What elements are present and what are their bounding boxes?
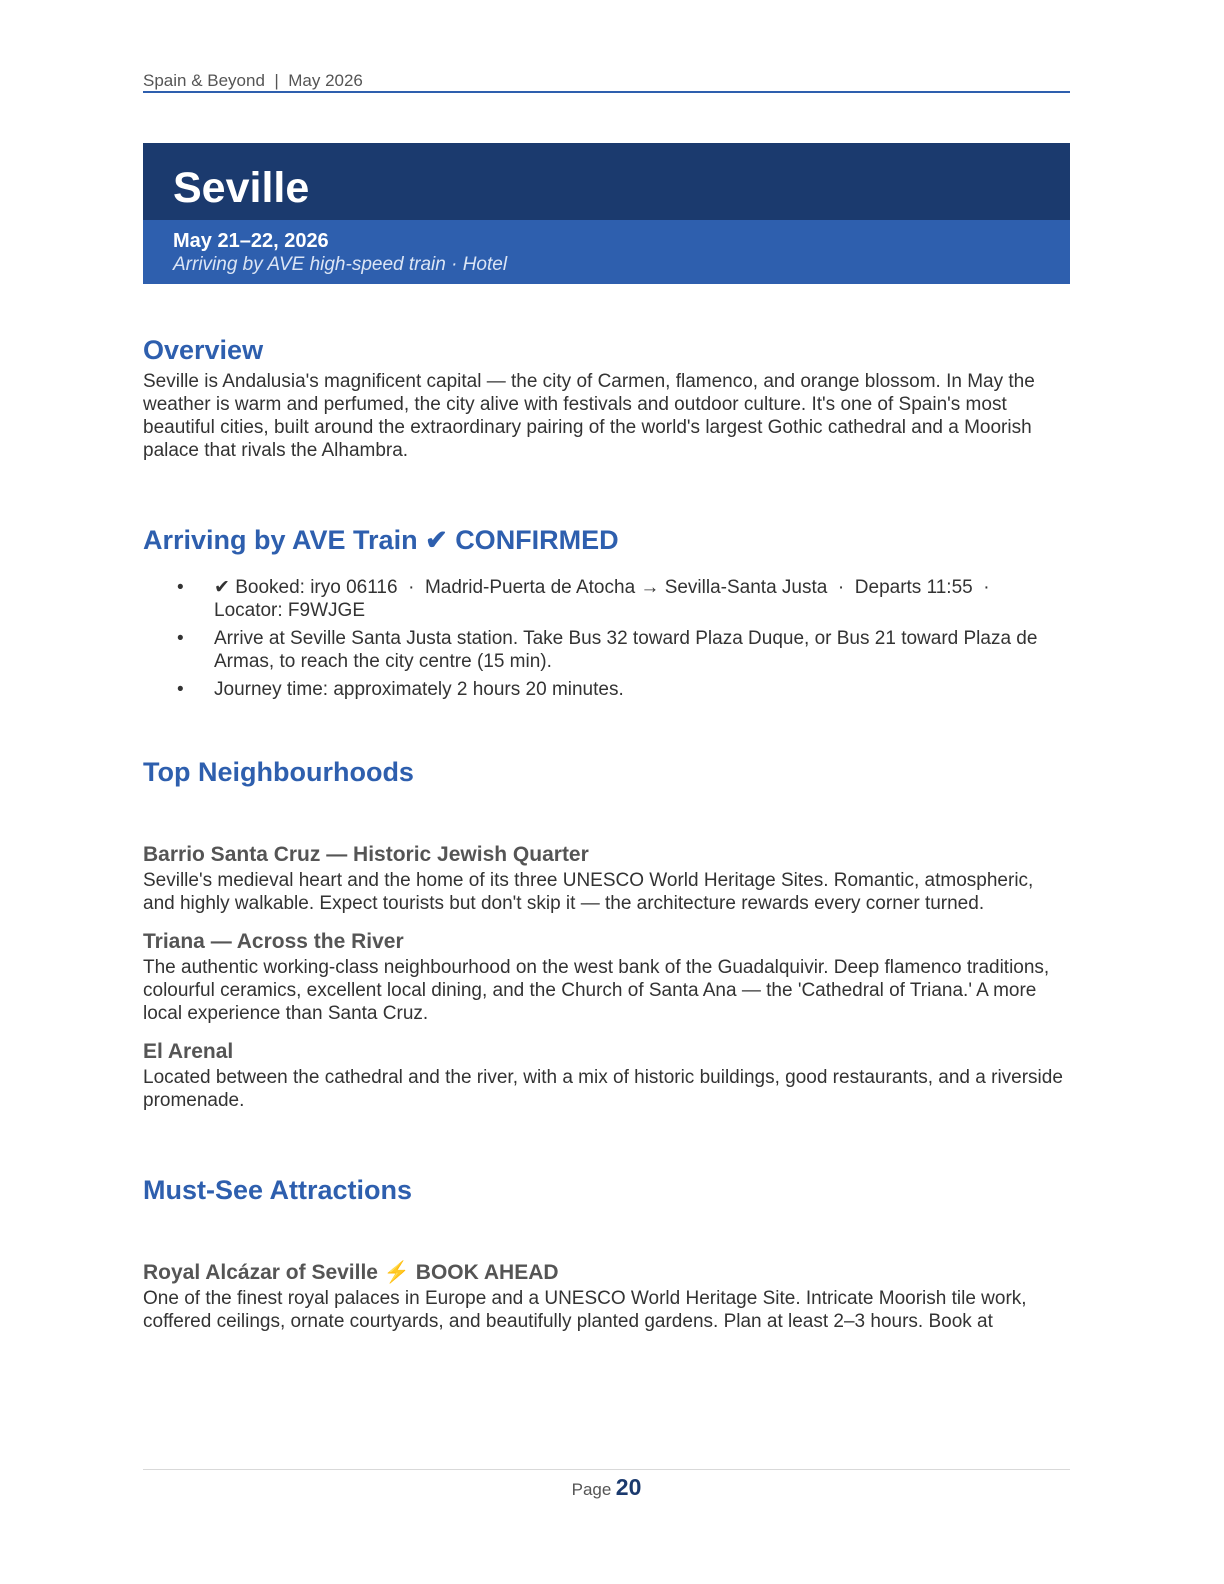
- neighbourhood-title: Triana — Across the River: [143, 930, 404, 953]
- neighbourhood-title: El Arenal: [143, 1040, 234, 1063]
- neighbourhood-text: The authentic working-class neighbourhood on the west bank of the Guadalquivir. Deep flamenco traditions, colourful ceramics, excellent local dining, and the Church of Santa Ana — the 'Cathedral of Triana.' A more local experience than Santa Cruz.: [143, 957, 1050, 1024]
- list-item-text: Journey time: approximately 2 hours 20 minutes.: [214, 679, 624, 700]
- city-banner: [143, 143, 1070, 284]
- page-number: 20: [615, 1474, 642, 1500]
- list-item: [143, 627, 1070, 673]
- trip-dates: May 21–22, 2026: [173, 230, 329, 252]
- banner-title-bar: [143, 143, 1070, 220]
- neighbourhood-text: Seville's medieval heart and the home of its three UNESCO World Heritage Sites. Romantic, atmospheric, and highly walkable. Expect tourists but don't skip it — the architecture rewards every corner turned.: [143, 870, 1034, 914]
- neighbourhoods-heading: Top Neighbourhoods: [143, 757, 414, 787]
- main-content: [143, 330, 1070, 1333]
- bullet-icon: •: [177, 679, 184, 700]
- overview-text: Seville is Andalusia's magnificent capital — the city of Carmen, flamenco, and orange blossom. In May the weather is warm and perfumed, the city alive with festivals and outdoor culture. It's one of Spain's most beautiful cities, built around the extraordinary pairing of the world's largest Gothic cathedral and a Moorish palace that rivals the Alhambra.: [143, 371, 1035, 461]
- running-header-text: Spain & Beyond | May 2026: [143, 71, 363, 90]
- page-footer: [143, 1469, 1070, 1501]
- list-item-text: Arrive at Seville Santa Justa station. Take Bus 32 toward Plaza Duque, or Bus 21 toward Plaza de Armas, to reach the city centre (15 min).: [214, 628, 1038, 672]
- attractions-heading: Must-See Attractions: [143, 1175, 413, 1205]
- trip-subtitle: Arriving by AVE high-speed train · Hotel: [173, 254, 508, 275]
- neighbourhood-text: Located between the cathedral and the river, with a mix of historic buildings, good restaurants, and a riverside promenade.: [143, 1067, 1063, 1111]
- train-heading: Arriving by AVE Train ✔ CONFIRMED: [143, 525, 619, 555]
- city-title: Seville: [173, 164, 310, 212]
- attraction-text: One of the finest royal palaces in Europe and a UNESCO World Heritage Site. Intricate Moorish tile work, coffered ceilings, ornate courtyards, and beautifully planted gardens. Plan at least 2–3 hours. Book at: [143, 1288, 1027, 1332]
- page-label: Page: [571, 1480, 612, 1499]
- banner-info-bar: [143, 220, 1070, 284]
- bullet-icon: •: [177, 628, 184, 649]
- attraction-title: Royal Alcázar of Seville ⚡ BOOK AHEAD: [143, 1261, 559, 1284]
- neighbourhood-title: Barrio Santa Cruz — Historic Jewish Quarter: [143, 843, 589, 866]
- list-item: [143, 576, 1070, 622]
- list-item: [143, 678, 1070, 701]
- list-item-text: ✔ Booked: iryo 06116 · Madrid-Puerta de Atocha → Sevilla-Santa Justa · Departs 11:55 · Locator: F9WJGE: [214, 577, 1001, 621]
- overview-heading: Overview: [143, 335, 264, 365]
- running-header: [143, 70, 1070, 93]
- train-list: [143, 576, 1070, 701]
- bullet-icon: •: [177, 577, 184, 598]
